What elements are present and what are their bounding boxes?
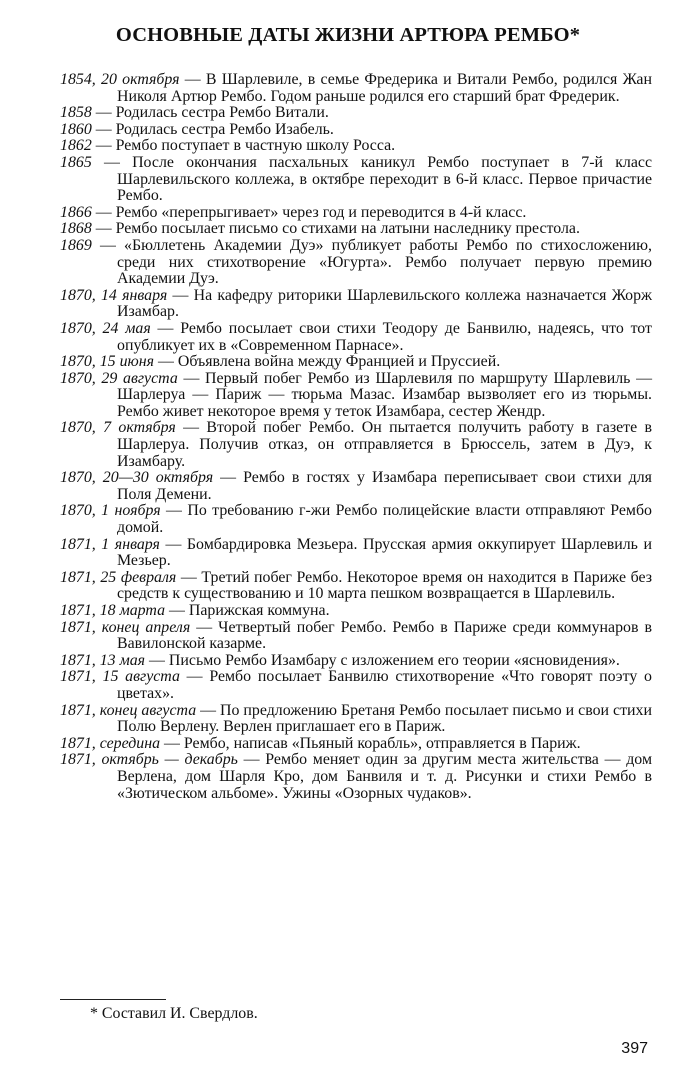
- entry-date: 1871, 18 марта: [60, 602, 166, 619]
- entry-text: — Объявлена война между Францией и Пруссией.: [154, 353, 501, 371]
- entry-date: 1865: [60, 153, 92, 171]
- entry-text: — Родилась сестра Рембо Витали.: [91, 104, 329, 122]
- chronology-entry: [60, 752, 652, 802]
- entry-text: — Рембо посылает письмо со стихами на латыни наследнику престола.: [91, 220, 580, 238]
- page-number: 397: [621, 1040, 648, 1057]
- entry-text: — «Бюллетень Академии Дуэ» публикует работы Рембо по стихосложению, среди них стихотворение «Югурта». Рембо получает первую премию Академии Дуэ.: [91, 236, 652, 288]
- chronology-entry: [60, 72, 652, 105]
- entry-date: 1870, 29 августа: [60, 369, 178, 387]
- chronology-entry: [60, 570, 652, 603]
- entry-date: 1871, конец апреля: [60, 618, 191, 636]
- entry-date: 1870, 7 октября: [60, 419, 176, 437]
- entry-date: 1870, 24 мая: [60, 319, 151, 337]
- entry-text: — Рембо меняет один за другим места жительства — дом Верлена, дом Шарля Кро, дом Банвиля и т. д. Рисунки и стихи Рембо в «Зютическом альбоме». Ужины «Озорных чудаков».: [117, 751, 652, 802]
- chronology-entry: [60, 221, 652, 238]
- entry-text: — Письмо Рембо Изамбару с изложением его теории «ясновидения».: [145, 651, 620, 669]
- entry-text: — Рембо посылает свои стихи Теодору де Банвилю, надеясь, что тот опубликует их в «Современном Парнасе».: [117, 319, 652, 354]
- entry-date: 1858: [60, 104, 92, 122]
- entry-date: 1871, 15 августа: [60, 668, 180, 686]
- chronology-entry: [60, 321, 652, 354]
- entry-text: — На кафедру риторики Шарлевильского коллежа назначается Жорж Изамбар.: [117, 286, 653, 321]
- entry-date: 1870, 20—30 октября: [60, 469, 214, 487]
- entry-text: — Бомбардировка Мезьера. Прусская армия оккупирует Шарлевиль и Мезьер.: [117, 535, 652, 570]
- chronology-entry: [60, 669, 652, 702]
- entry-date: 1870, 14 января: [60, 286, 168, 304]
- entry-date: 1871, 25 февраля: [60, 568, 177, 586]
- chronology-entry: [60, 238, 652, 288]
- entry-text: — Первый побег Рембо из Шарлевиля по маршруту Шарлевиль — Шарлеруа — Париж — тюрьма Мазас. Изамбар вызволяет его из тюрьмы. Рембо живет некоторое время у теток Изамбара, сестер Жендр.: [117, 369, 652, 420]
- entry-text: — Четвертый побег Рембо. Рембо в Париже среди коммунаров в Вавилонской казарме.: [117, 618, 653, 653]
- chronology-entry: [60, 205, 652, 222]
- entry-text: — После окончания пасхальных каникул Рембо поступает в 7-й класс Шарлевильского коллежа, в октябре переходит в 6-й класс. Первое причастие Рембо.: [91, 153, 652, 205]
- chronology-entry: [60, 653, 652, 670]
- chronology-entry: [60, 503, 652, 536]
- page-title: ОСНОВНЫЕ ДАТЫ ЖИЗНИ АРТЮРА РЕМБО*: [115, 24, 581, 46]
- chronology-entry: [60, 736, 652, 753]
- chronology-entry: [60, 620, 652, 653]
- chronology-entry: [60, 537, 652, 570]
- chronology-entry: [60, 138, 652, 155]
- chronology-entry: [60, 155, 652, 205]
- footnote: * Составил И. Свердлов.: [90, 1005, 258, 1022]
- entry-date: 1870, 1 ноября: [60, 502, 161, 520]
- entry-text: — Рембо «перепрыгивает» через год и переводится в 4-й класс.: [91, 203, 527, 221]
- entry-text: — Рембо, написав «Пьяный корабль», отправляется в Париж.: [160, 734, 581, 752]
- chronology-entry: [60, 354, 652, 371]
- chronology-entry: [60, 470, 652, 503]
- entry-text: — Второй побег Рембо. Он пытается получить работу в газете в Шарлеруа. Получив отказ, он отправляется в Брюссель, затем в Дуэ, к Изамбару.: [117, 419, 653, 470]
- entry-date: 1866: [60, 203, 92, 221]
- entry-date: 1870, 15 июня: [60, 353, 155, 371]
- entry-text: — Парижская коммуна.: [165, 602, 330, 619]
- entry-date: 1868: [60, 220, 92, 238]
- entry-text: — Рембо в гостях у Изамбара переписывает свои стихи для Поля Демени.: [117, 469, 652, 503]
- footnote-divider: [60, 999, 166, 1000]
- chronology-list: [60, 72, 652, 802]
- entry-date: 1860: [60, 120, 92, 138]
- chronology-entry: [60, 603, 652, 620]
- chronology-entry: [60, 703, 652, 736]
- chronology-entry: [60, 122, 652, 139]
- entry-date: 1871, октябрь — декабрь: [60, 751, 238, 769]
- chronology-entry: [60, 105, 652, 122]
- entry-date: 1869: [60, 236, 92, 254]
- entry-date: 1871, конец августа: [60, 701, 197, 719]
- entry-date: 1871, середина: [60, 734, 161, 752]
- entry-date: 1871, 1 января: [60, 535, 160, 553]
- entry-date: 1871, 13 мая: [60, 651, 146, 669]
- chronology-entry: [60, 288, 652, 321]
- entry-text: — По предложению Бретаня Рембо посылает письмо и свои стихи Полю Верлену. Верлен приглашает его в Париж.: [117, 701, 652, 736]
- chronology-entry: [60, 420, 652, 470]
- chronology-entry: [60, 371, 652, 421]
- entry-date: 1862: [60, 137, 92, 155]
- entry-text: — В Шарлевиле, в семье Фредерика и Витали Рембо, родился Жан Николя Артюр Рембо. Годом раньше родился его старший брат Фредерик.: [117, 71, 652, 105]
- entry-text: — Рембо поступает в частную школу Росса.: [91, 137, 396, 155]
- entry-date: 1854, 20 октября: [60, 71, 180, 88]
- entry-text: — Родилась сестра Рембо Изабель.: [91, 120, 334, 138]
- entry-text: — По требованию г-жи Рембо полицейские власти отправляют Рембо домой.: [117, 502, 653, 537]
- entry-text: — Третий побег Рембо. Некоторое время он находится в Париже без средств к существованию и 10 марта пешком возвращается в Шарлевиль.: [117, 568, 653, 603]
- entry-text: — Рембо посылает Банвилю стихотворение «Что говорят поэту о цветах».: [117, 668, 652, 702]
